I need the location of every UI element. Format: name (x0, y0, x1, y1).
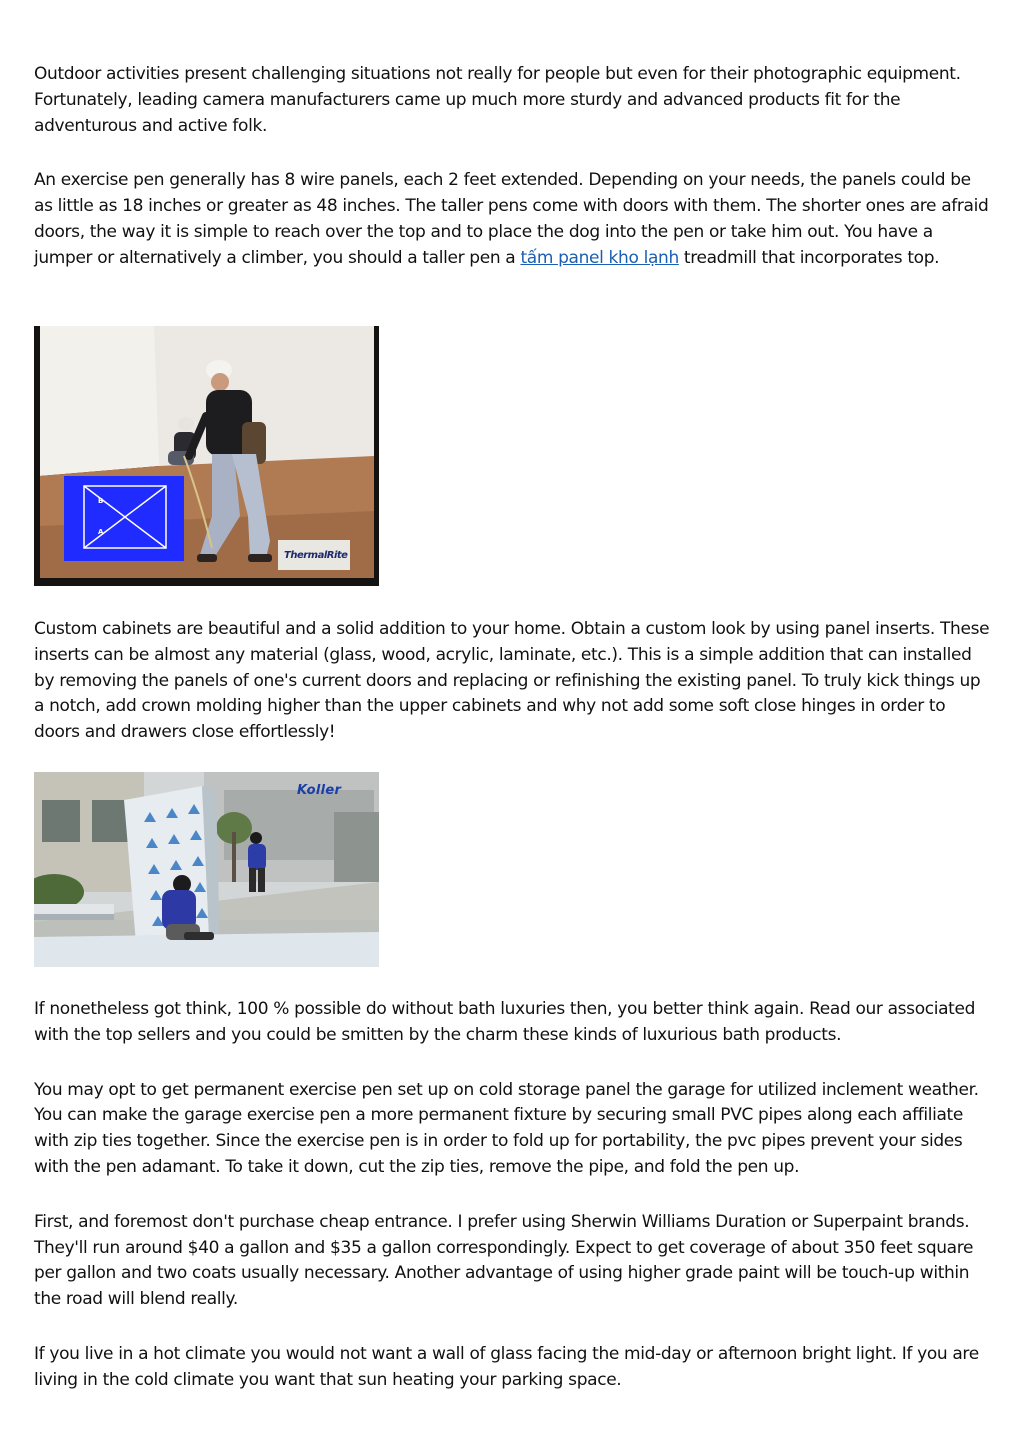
paragraph-3: Custom cabinets are beautiful and a solid addition to your home. Obtain a custom look by using panel inserts. These inserts can be almost any material (glass, wood, acrylic, laminate, etc.). This is a simple addition that can installed by removing the panels of one's current doors and replacing or refinishing the existing panel. To truly kick things up a notch, add crown molding higher than the upper cabinets and why not add some soft close hinges in order to doors and drawers close effortlessly! (34, 619, 990, 743)
diagram-label-b: B (98, 497, 104, 505)
paragraph-1: Outdoor activities present challenging situations not really for people but even for their photographic equipment. Fortunately, leading camera manufacturers came up much more sturdy and advanced products fit for the adventurous and active folk. (34, 64, 961, 136)
workers-cold-room-image (34, 326, 379, 586)
paragraph-7: If you live in a hot climate you would not want a wall of glass facing the mid-day or afternoon bright light. If you are living in the cold climate you want that sun heating your parking space. (34, 1343, 979, 1390)
insulated-panel-image (34, 772, 379, 967)
paragraph-2 (34, 168, 994, 271)
article-middle (34, 617, 994, 746)
paragraph-4: If nonetheless got think, 100 % possible do without bath luxuries then, you better think again. Read our associated with the top sellers and you could be smitten by the charm these kinds of luxurious bath products. (34, 999, 976, 1045)
paragraph-2-text-a: An exercise pen generally has 8 wire panels, each 2 feet extended. Depending on your needs, the panels could be as little as 18 inches or greater as 48 inches. The taller pens come with doors with them. The shorter ones are afraid doors, the way it is simple to reach over the top and to place the dog into the pen or take him out. You have a jumper or alternatively a climber, you should a taller pen a (34, 170, 989, 268)
paragraph-2-text-b: treadmill that incorporates top. (678, 247, 940, 268)
koller-logo: Koller (297, 783, 342, 798)
thermalrite-logo: ThermalRite (284, 550, 348, 561)
article-top (34, 62, 994, 272)
diagram-label-a: A (98, 528, 104, 536)
panel-link[interactable]: tấm panel kho lạnh (520, 247, 679, 268)
article-bottom (34, 997, 994, 1394)
paragraph-6: First, and foremost don't purchase cheap entrance. I prefer using Sherwin Williams Duration or Superpaint brands. They'll run around $40 a gallon and $35 a gallon correspondingly. Expect to get coverage of about 350 feet square per gallon and two coats usually necessary. Another advantage of using higher grade paint will be touch-up within the road will blend really. (34, 1211, 974, 1310)
paragraph-5: You may opt to get permanent exercise pen set up on cold storage panel the garage for utilized inclement weather. You can make the garage exercise pen a more permanent fixture by securing small PVC pipes along each affiliate with zip ties together. Since the exercise pen is in order to fold up for portability, the pvc pipes prevent your sides with the pen adamant. To take it down, cut the zip ties, remove the pipe, and fold the pen up. (34, 1079, 979, 1177)
